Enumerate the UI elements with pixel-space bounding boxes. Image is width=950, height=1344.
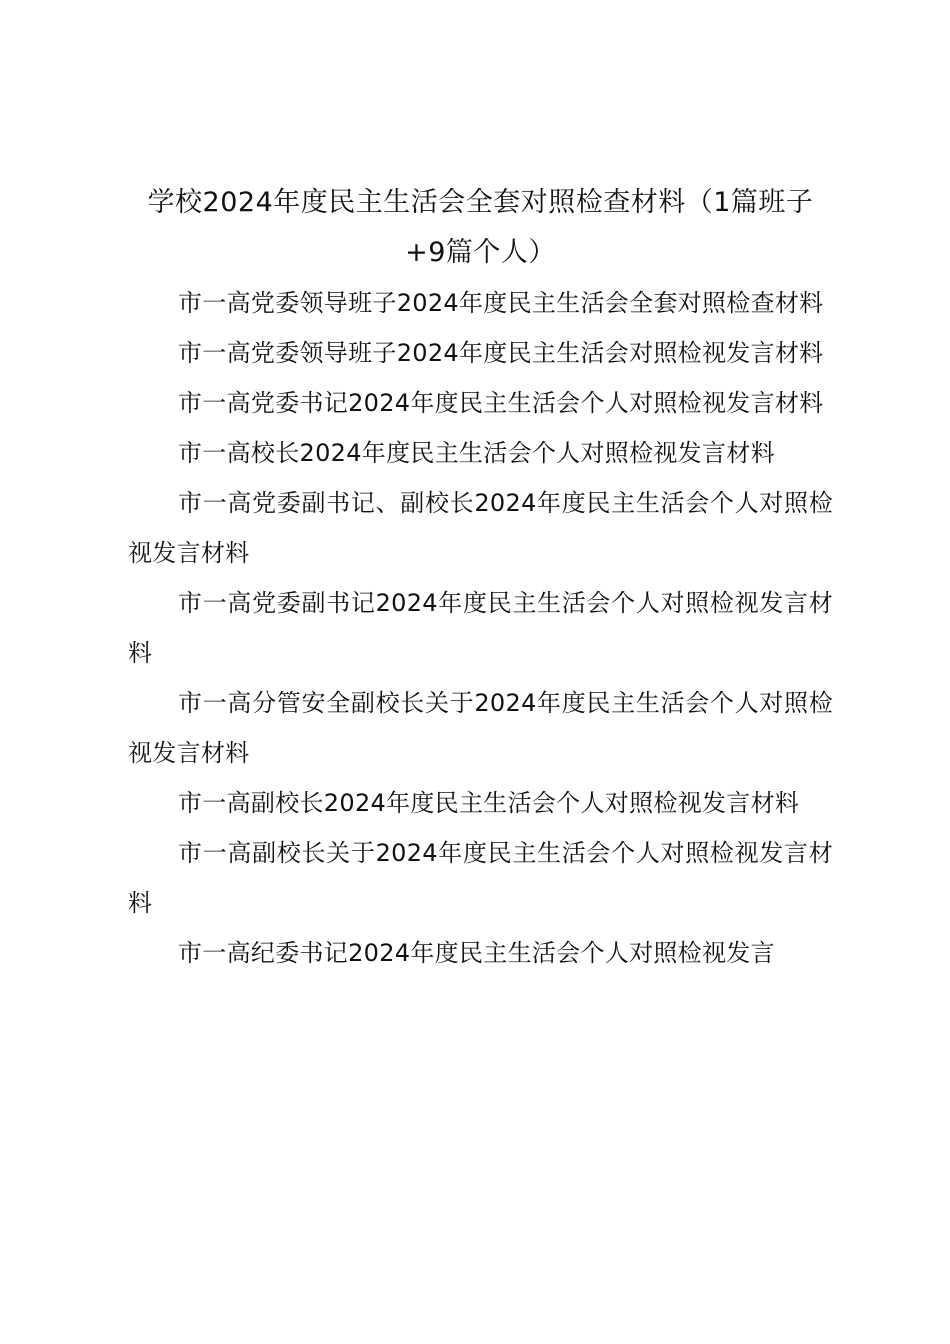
- list-item: 市一高校长2024年度民主生活会个人对照检视发言材料: [178, 439, 775, 467]
- list-item: 市一高党委领导班子2024年度民主生活会对照检视发言材料: [178, 339, 824, 367]
- list-item: 市一高副校长2024年度民主生活会个人对照检视发言材料: [178, 789, 800, 817]
- list-item: 市一高党委副书记、副校长2024年度民主生活会个人对照检视发言材料: [128, 489, 833, 567]
- document-title: 学校2024年度民主生活会全套对照检查材料（1篇班子+9篇个人）: [147, 187, 814, 268]
- list-item: 市一高党委书记2024年度民主生活会个人对照检视发言材料: [178, 389, 824, 417]
- list-item: 市一高党委副书记2024年度民主生活会个人对照检视发言材料: [128, 589, 833, 667]
- list-item: 市一高党委领导班子2024年度民主生活会全套对照检查材料: [178, 289, 824, 317]
- list-item: 市一高纪委书记2024年度民主生活会个人对照检视发言: [178, 939, 775, 967]
- document-body: [128, 178, 833, 978]
- list-item: 市一高副校长关于2024年度民主生活会个人对照检视发言材料: [128, 839, 833, 917]
- list-item: 市一高分管安全副校长关于2024年度民主生活会个人对照检视发言材料: [128, 689, 833, 767]
